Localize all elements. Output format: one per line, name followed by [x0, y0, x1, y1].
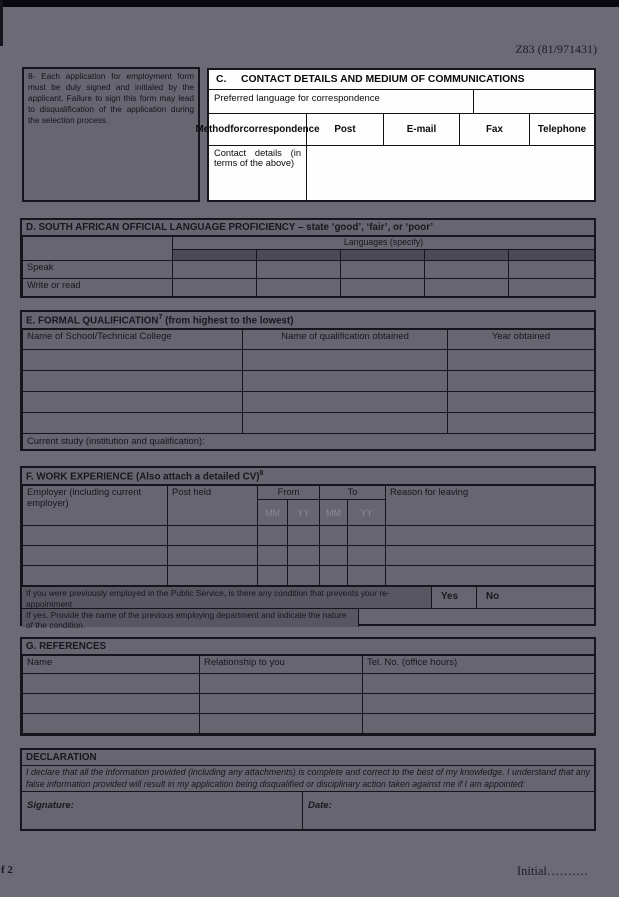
- from-yy-label: YY: [288, 500, 320, 526]
- reason-field[interactable]: [386, 526, 595, 546]
- scan-left-edge: [0, 0, 3, 46]
- language-name-field[interactable]: [257, 250, 341, 261]
- method-word-3: correspondence: [243, 124, 320, 135]
- section-c-letter: C.: [216, 74, 227, 85]
- employer-field[interactable]: [23, 546, 168, 566]
- write-read-field[interactable]: [173, 279, 257, 297]
- col-post-held-header: Post held: [168, 486, 258, 526]
- to-yy-label: YY: [348, 500, 386, 526]
- reference-tel-field[interactable]: [363, 674, 595, 694]
- qualification-field[interactable]: [243, 413, 448, 434]
- col-to-header: To: [320, 486, 386, 500]
- reference-relationship-field[interactable]: [200, 714, 363, 734]
- year-field[interactable]: [448, 413, 595, 434]
- from-yy-field[interactable]: [288, 546, 320, 566]
- date-field[interactable]: [303, 792, 594, 829]
- speak-field[interactable]: [257, 261, 341, 279]
- section-e-formal-qualification: [20, 310, 596, 451]
- method-label: [195, 114, 320, 145]
- qualification-field[interactable]: [243, 350, 448, 371]
- from-mm-field[interactable]: [258, 566, 288, 586]
- method-option-email[interactable]: E-mail: [384, 114, 460, 145]
- col-from-header: From: [258, 486, 320, 500]
- preferred-language-row: [209, 90, 594, 114]
- declaration-title: DECLARATION: [22, 750, 594, 766]
- reappointment-no-cell[interactable]: No: [486, 591, 500, 603]
- declaration-section: [20, 748, 596, 831]
- write-read-field[interactable]: [341, 279, 425, 297]
- date-label: Date:: [308, 800, 332, 811]
- signature-label: Signature:: [27, 800, 74, 811]
- from-yy-field[interactable]: [288, 526, 320, 546]
- write-read-row-label: Write or read: [23, 279, 173, 297]
- signature-date-row: [22, 792, 594, 829]
- year-field[interactable]: [448, 350, 595, 371]
- section-d-language-proficiency: [20, 218, 596, 298]
- if-yes-field[interactable]: [359, 609, 594, 627]
- method-for-correspondence-row: [195, 114, 594, 146]
- language-name-field[interactable]: [173, 250, 257, 261]
- from-yy-field[interactable]: [288, 566, 320, 586]
- to-yy-field[interactable]: [348, 546, 386, 566]
- if-yes-row: [22, 608, 594, 631]
- section-f-work-experience: [20, 466, 596, 631]
- current-study-label: Current study (institution and qualification):: [27, 435, 205, 447]
- write-read-field[interactable]: [257, 279, 341, 297]
- post-held-field[interactable]: [168, 546, 258, 566]
- from-mm-label: MM: [258, 500, 288, 526]
- col-employer-header: Employer (including current employer): [23, 486, 168, 526]
- section-c-title: CONTACT DETAILS AND MEDIUM OF COMMUNICATIONS: [241, 74, 525, 85]
- languages-specify-header: Languages (specify): [173, 237, 595, 250]
- current-study-field[interactable]: [23, 434, 595, 451]
- method-option-fax[interactable]: Fax: [460, 114, 530, 145]
- col-year-header: Year obtained: [448, 330, 595, 350]
- signature-field[interactable]: [22, 792, 303, 829]
- post-held-field[interactable]: [168, 526, 258, 546]
- method-word-1: Method: [195, 124, 231, 135]
- speak-field[interactable]: [425, 261, 509, 279]
- language-name-field[interactable]: [425, 250, 509, 261]
- col-reason-header: Reason for leaving: [386, 486, 595, 526]
- if-yes-note: If yes. Provide the name of the previous employing department and indicate the nature of the condition.: [22, 609, 359, 627]
- reason-field[interactable]: [386, 546, 595, 566]
- preferred-language-label: Preferred language for correspondence: [209, 90, 474, 113]
- employer-field[interactable]: [23, 566, 168, 586]
- school-field[interactable]: [23, 350, 243, 371]
- speak-field[interactable]: [509, 261, 595, 279]
- school-field[interactable]: [23, 371, 243, 392]
- reference-relationship-field[interactable]: [200, 694, 363, 714]
- employer-field[interactable]: [23, 526, 168, 546]
- section-f-footnote-ref: 8: [259, 470, 264, 477]
- declaration-statement: I declare that all the information provided (including any attachments) is complete and correct to the best of my knowledge. I understand that any false information provided will result in my application being disqualified or disciplinary action taken against me if I am appointed:: [22, 766, 594, 792]
- form-code: Z83 (81/971431): [515, 42, 597, 56]
- section-e-title-rest: (from highest to the lowest): [162, 315, 294, 327]
- language-proficiency-table: [22, 236, 595, 297]
- method-word-2: for: [230, 124, 244, 135]
- col-relationship-header: Relationship to you: [200, 656, 363, 674]
- post-held-field[interactable]: [168, 566, 258, 586]
- method-option-post[interactable]: Post: [307, 114, 384, 145]
- to-mm-label: MM: [320, 500, 348, 526]
- instruction-note: [22, 67, 200, 202]
- reference-name-field[interactable]: [23, 694, 200, 714]
- speak-row-label: Speak: [23, 261, 173, 279]
- reference-name-field[interactable]: [23, 714, 200, 734]
- language-name-field[interactable]: [341, 250, 425, 261]
- write-read-field[interactable]: [509, 279, 595, 297]
- reference-tel-field[interactable]: [363, 714, 595, 734]
- speak-field[interactable]: [341, 261, 425, 279]
- reference-tel-field[interactable]: [363, 694, 595, 714]
- section-g-title: G. REFERENCES: [22, 639, 594, 655]
- qualification-field[interactable]: [243, 371, 448, 392]
- section-c-header: [209, 70, 594, 90]
- scan-top-edge: [0, 0, 619, 7]
- initial-line: Initial……….: [517, 864, 588, 878]
- year-field[interactable]: [448, 392, 595, 413]
- to-yy-field[interactable]: [348, 526, 386, 546]
- work-experience-table: [22, 485, 595, 586]
- method-option-telephone[interactable]: Telephone: [537, 124, 587, 135]
- col-tel-header: Tel. No. (office hours): [363, 656, 595, 674]
- contact-details-field[interactable]: [307, 146, 594, 200]
- section-d-title: D. SOUTH AFRICAN OFFICIAL LANGUAGE PROFICIENCY – state ‘good’, ‘fair’, or ‘poor’: [22, 220, 594, 236]
- col-qualification-header: Name of qualification obtained: [243, 330, 448, 350]
- section-e-footnote-ref: 7: [158, 314, 163, 321]
- school-field[interactable]: [23, 413, 243, 434]
- references-table: [22, 655, 595, 734]
- reappointment-question-row: [22, 586, 594, 608]
- col-school-header: Name of School/Technical College: [23, 330, 243, 350]
- col-name-header: Name: [23, 656, 200, 674]
- page-number-fragment: f 2: [1, 864, 13, 876]
- preferred-language-field[interactable]: [474, 90, 594, 113]
- write-read-field[interactable]: [425, 279, 509, 297]
- to-yy-field[interactable]: [348, 566, 386, 586]
- section-f-title: [22, 468, 594, 485]
- section-g-references: [20, 637, 596, 736]
- section-c-contact-details: [195, 68, 596, 202]
- speak-field[interactable]: [173, 261, 257, 279]
- contact-details-row: [209, 146, 594, 200]
- qualification-field[interactable]: [243, 392, 448, 413]
- reappointment-yes-cell[interactable]: Yes: [432, 587, 477, 608]
- language-corner-cell: [23, 237, 173, 261]
- from-mm-field[interactable]: [258, 526, 288, 546]
- to-mm-field[interactable]: [320, 566, 348, 586]
- section-f-title-main: F. WORK EXPERIENCE (Also attach a detailed CV): [26, 471, 260, 483]
- section-e-title-main: E. FORMAL QUALIFICATION: [26, 315, 159, 327]
- to-mm-field[interactable]: [320, 546, 348, 566]
- language-name-field[interactable]: [509, 250, 595, 261]
- reference-relationship-field[interactable]: [200, 674, 363, 694]
- school-field[interactable]: [23, 392, 243, 413]
- reason-field[interactable]: [386, 566, 595, 586]
- reappointment-question: If you were previously employed in the Public Service, is there any condition that prevents your re-appointment: [22, 587, 432, 608]
- reference-name-field[interactable]: [23, 674, 200, 694]
- year-field[interactable]: [448, 371, 595, 392]
- qualification-table: [22, 329, 595, 451]
- instruction-note-text: 8- Each application for employment form must be duly signed and initialed by the applicant. Failure to sign this form may lead to disqualification of the application during the selection process.: [28, 71, 194, 126]
- to-mm-field[interactable]: [320, 526, 348, 546]
- section-e-title: [22, 312, 594, 329]
- from-mm-field[interactable]: [258, 546, 288, 566]
- contact-details-label: Contact details (in terms of the above): [209, 146, 307, 200]
